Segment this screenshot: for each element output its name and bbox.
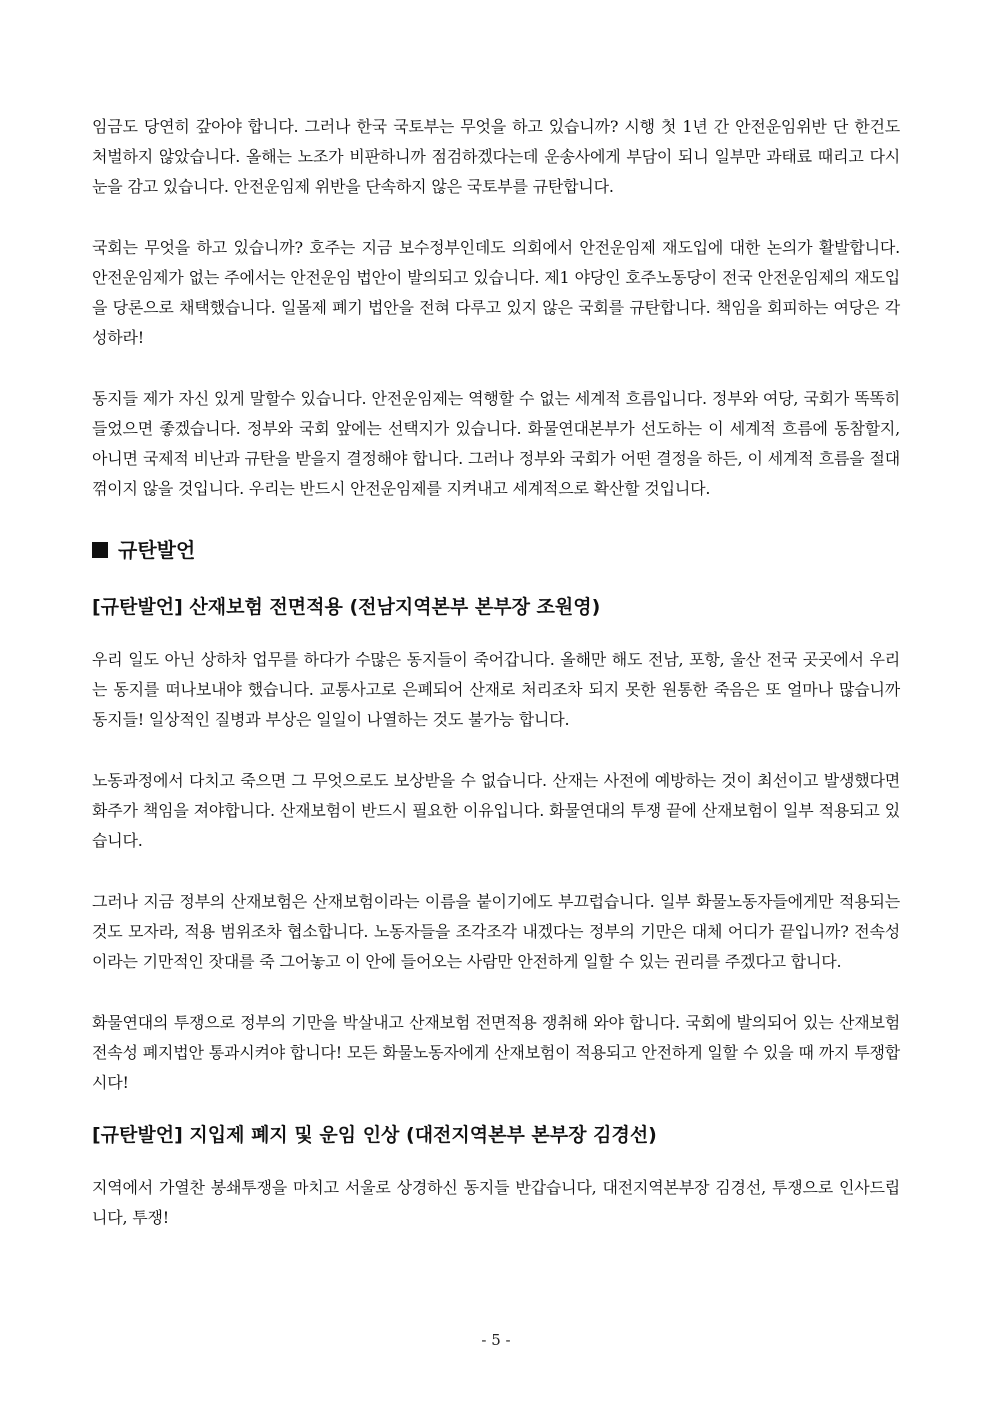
page-number: - 5 - xyxy=(481,1331,511,1349)
paragraph: 그러나 지금 정부의 산재보험은 산재보험이라는 이름을 붙이기에도 부끄럽습니다. 일부 화물노동자들에게만 적용되는 것도 모자라, 적용 범위조차 협소합니다. 노동자들을 조각조각 내겠다는 정부의 기만은 대체 어디가 끝입니까? 전속성이라는 기만적인 잣대를 죽 그어놓고 이 안에 들어오는 사람만 안전하게 일할 수 있는 권리를 주겠다고 합니다. xyxy=(92,892,900,971)
paragraph: 지역에서 가열찬 봉쇄투쟁을 마치고 서울로 상경하신 동지들 반갑습니다, 대전지역본부장 김경선, 투쟁으로 인사드립니다, 투쟁! xyxy=(92,1178,900,1227)
paragraph: 화물연대의 투쟁으로 정부의 기만을 박살내고 산재보험 전면적용 쟁취해 와야 합니다. 국회에 발의되어 있는 산재보험 전속성 폐지법안 통과시켜야 합니다! 모든 화물노동자에게 산재보험이 적용되고 안전하게 일할 수 있을 때 까지 투쟁합시다! xyxy=(92,1013,900,1092)
paragraph: 임금도 당연히 갚아야 합니다. 그러나 한국 국토부는 무엇을 하고 있습니까? 시행 첫 1년 간 안전운임위반 단 한건도 처벌하지 않았습니다. 올해는 노조가 비판하니까 점검하겠다는데 운송사에게 부담이 되니 일부만 과태료 때리고 다시 눈을 감고 있습니다. 안전운임제 위반을 단속하지 않은 국토부를 규탄합니다. xyxy=(92,117,900,196)
paragraph: 우리 일도 아닌 상하차 업무를 하다가 수많은 동지들이 죽어갑니다. 올해만 해도 전남, 포항, 울산 전국 곳곳에서 우리는 동지를 떠나보내야 했습니다. 교통사고로 은폐되어 산재로 처리조차 되지 못한 원통한 죽음은 또 얼마나 많습니까 동지들! 일상적인 질병과 부상은 일일이 나열하는 것도 불가능 합니다. xyxy=(92,650,900,729)
paragraph: 노동과정에서 다치고 죽으면 그 무엇으로도 보상받을 수 없습니다. 산재는 사전에 예방하는 것이 최선이고 발생했다면 화주가 책임을 져야합니다. 산재보험이 반드시 필요한 이유입니다. 화물연대의 투쟁 끝에 산재보험이 일부 적용되고 있습니다. xyxy=(92,771,900,850)
document-page xyxy=(92,112,900,1264)
section-heading-text: 규탄발언 xyxy=(118,538,196,562)
speech-heading-2: [규탄발언] 지입제 폐지 및 운임 인상 (대전지역본부 본부장 김경선) xyxy=(92,1124,657,1146)
square-bullet-icon xyxy=(92,542,108,558)
section-heading xyxy=(92,535,900,565)
paragraph: 국회는 무엇을 하고 있습니까? 호주는 지금 보수정부인데도 의회에서 안전운임제 재도입에 대한 논의가 활발합니다. 안전운임제가 없는 주에서는 안전운임 법안이 발의되고 있습니다. 제1 야당인 호주노동당이 전국 안전운임제의 재도입을 당론으로 채택했습니다. 일몰제 폐기 법안을 전혀 다루고 있지 않은 국회를 규탄합니다. 책임을 회피하는 여당은 각성하라! xyxy=(92,238,900,347)
speech-heading-1: [규탄발언] 산재보험 전면적용 (전남지역본부 본부장 조원영) xyxy=(92,596,601,618)
paragraph: 동지들 제가 자신 있게 말할수 있습니다. 안전운임제는 역행할 수 없는 세계적 흐름입니다. 정부와 여당, 국회가 똑똑히 들었으면 좋겠습니다. 정부와 국회 앞에는 선택지가 있습니다. 화물연대본부가 선도하는 이 세계적 흐름에 동참할지, 아니면 국제적 비난과 규탄을 받을지 결정해야 합니다. 그러나 정부와 국회가 어떤 결정을 하든, 이 세계적 흐름을 절대 꺾이지 않을 것입니다. 우리는 반드시 안전운임제를 지켜내고 세계적으로 확산할 것입니다. xyxy=(92,389,900,498)
